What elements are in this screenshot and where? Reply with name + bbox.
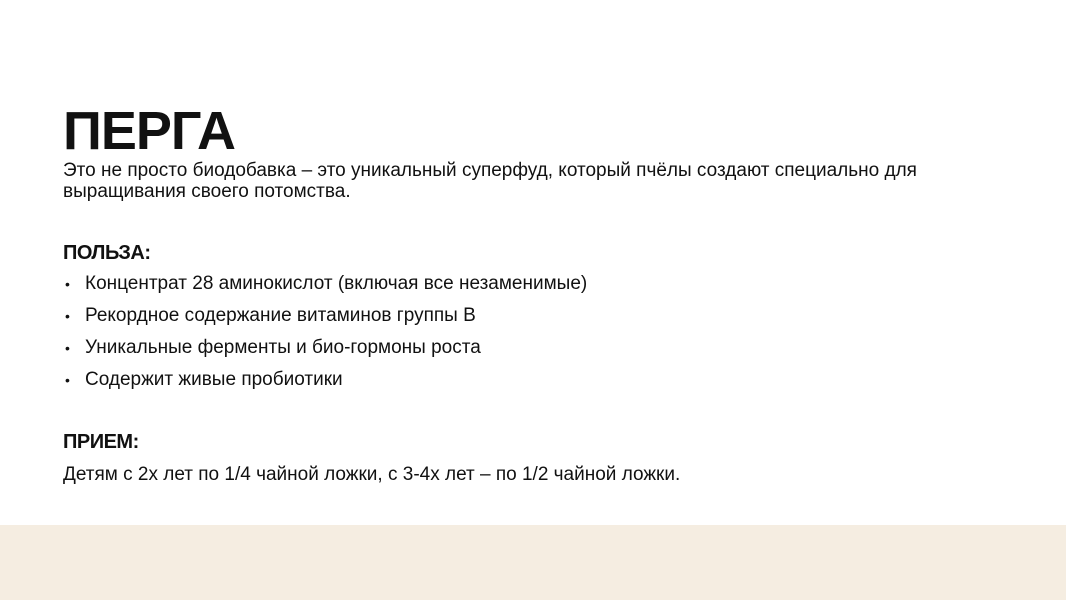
slide-content: [63, 102, 1023, 486]
list-item: [63, 273, 1023, 295]
benefit-text: Рекордное содержание витаминов группы B: [85, 305, 476, 326]
bullet-icon: •: [65, 308, 70, 324]
benefit-text: Концентрат 28 аминокислот (включая все незаменимые): [85, 273, 588, 294]
benefits-heading: ПОЛЬЗА:: [63, 242, 151, 264]
list-item: [63, 337, 1023, 359]
list-item: [63, 369, 1023, 391]
intake-text: Детям с 2х лет по 1/4 чайной ложки, с 3-4х лет – по 1/2 чайной ложки.: [63, 464, 681, 485]
benefit-text: Содержит живые пробиотики: [85, 369, 343, 390]
bullet-icon: •: [65, 372, 70, 388]
bullet-icon: •: [65, 276, 70, 292]
benefit-text: Уникальные ферменты и био-гормоны роста: [85, 337, 481, 358]
page-title: ПЕРГА: [63, 101, 236, 161]
benefits-list: [63, 273, 1023, 391]
bullet-icon: •: [65, 340, 70, 356]
footer-band: [0, 525, 1066, 600]
intro-text: Это не просто биодобавка – это уникальный суперфуд, который пчёлы создают специально для выращивания своего потомства.: [63, 160, 917, 202]
intake-heading: ПРИЕМ:: [63, 431, 139, 453]
list-item: [63, 305, 1023, 327]
